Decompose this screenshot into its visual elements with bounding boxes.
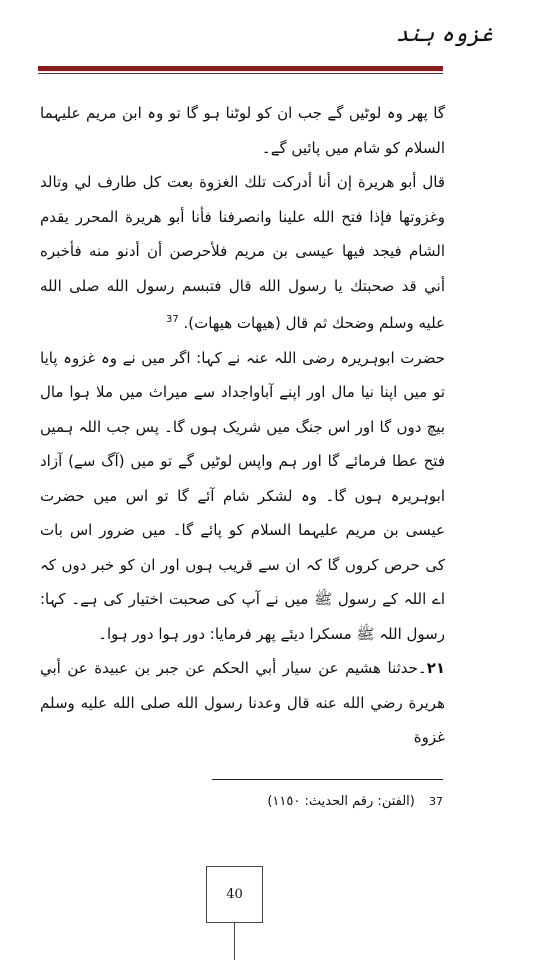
arabic-text: قال أبو هريرة إن أنا أدركت تلك الغزوة بعت كل طارف لي وتالد وغزوتها فإذا فتح الله علينا وانصرفنا فأنا أبو هريرة المحرر يقدم الشام فيجد فيها عيسى بن مريم فلأحرصن أن أدنو منه فأخبره أني قد صحبتك يا رسول الله قال فتبسم رسول الله صلى الله عليه وسلم وضحك ثم قال (هيهات هيهات). (40, 173, 445, 332)
footnote-reference[interactable]: 37 (165, 314, 179, 325)
footnote (267, 794, 443, 809)
paragraph-urdu-intro: گا پھر وہ لوٹیں گے جب ان کو لوٹنا ہو گا تو وہ ابن مریم علیہما السلام کو شام میں پائیں گے۔ (40, 104, 445, 157)
page-number-box (206, 866, 263, 923)
paragraph-arabic-hadith (40, 165, 445, 341)
paragraph-hadith-21 (40, 651, 445, 755)
page-header-title: غزوہ ہند (395, 22, 493, 47)
page-number-stem (234, 923, 235, 960)
footnote-divider (212, 779, 443, 780)
header-divider-thin (38, 73, 443, 74)
footnote-text: (الفتن: رقم الحدیث: ١١٥٠) (267, 794, 415, 809)
header-divider (38, 66, 443, 71)
page-number: 40 (226, 887, 243, 902)
paragraph-urdu-translation: حضرت ابوہریرہ رضی اللہ عنہ نے کہا: اگر میں نے وہ غزوہ پایا تو میں اپنا نیا مال اور اپنے آباواجداد سے میراث میں ملا ہوا مال بیچ دوں گا اور اس جنگ میں شریک ہوں گا۔ پس جب اللہ ہمیں فتح عطا فرمائے گا اور ہم واپس لوٹیں گے تو میں (آگ سے) آزاد ابوہریرہ ہوں گا۔ وہ لشکر شام آئے گا تو اس میں حضرت عیسی بن مریم علیہما السلام کو پائے گا۔ میں ضرور اس بات کی حرص کروں گا کہ ان سے قریب ہوں اور ان کو خبر دوں کہ اے اللہ کے رسول ﷺ میں نے آپ کی صحبت اختیار کی ہے۔ کہا: رسول اللہ ﷺ مسکرا دیئے پھر فرمایا: دور ہوا دور ہوا۔ (40, 348, 445, 643)
footnote-number: 37 (429, 795, 443, 808)
hadith-21-text: ۔حدثنا هشيم عن سيار أبي الحكم عن جبر بن عبيدة عن أبي هريرة رضي الله عنه قال وعدنا رسول الله صلى الله عليه وسلم غزوة (40, 659, 445, 746)
main-text (40, 96, 445, 755)
hadith-number: ٢١ (426, 659, 445, 677)
